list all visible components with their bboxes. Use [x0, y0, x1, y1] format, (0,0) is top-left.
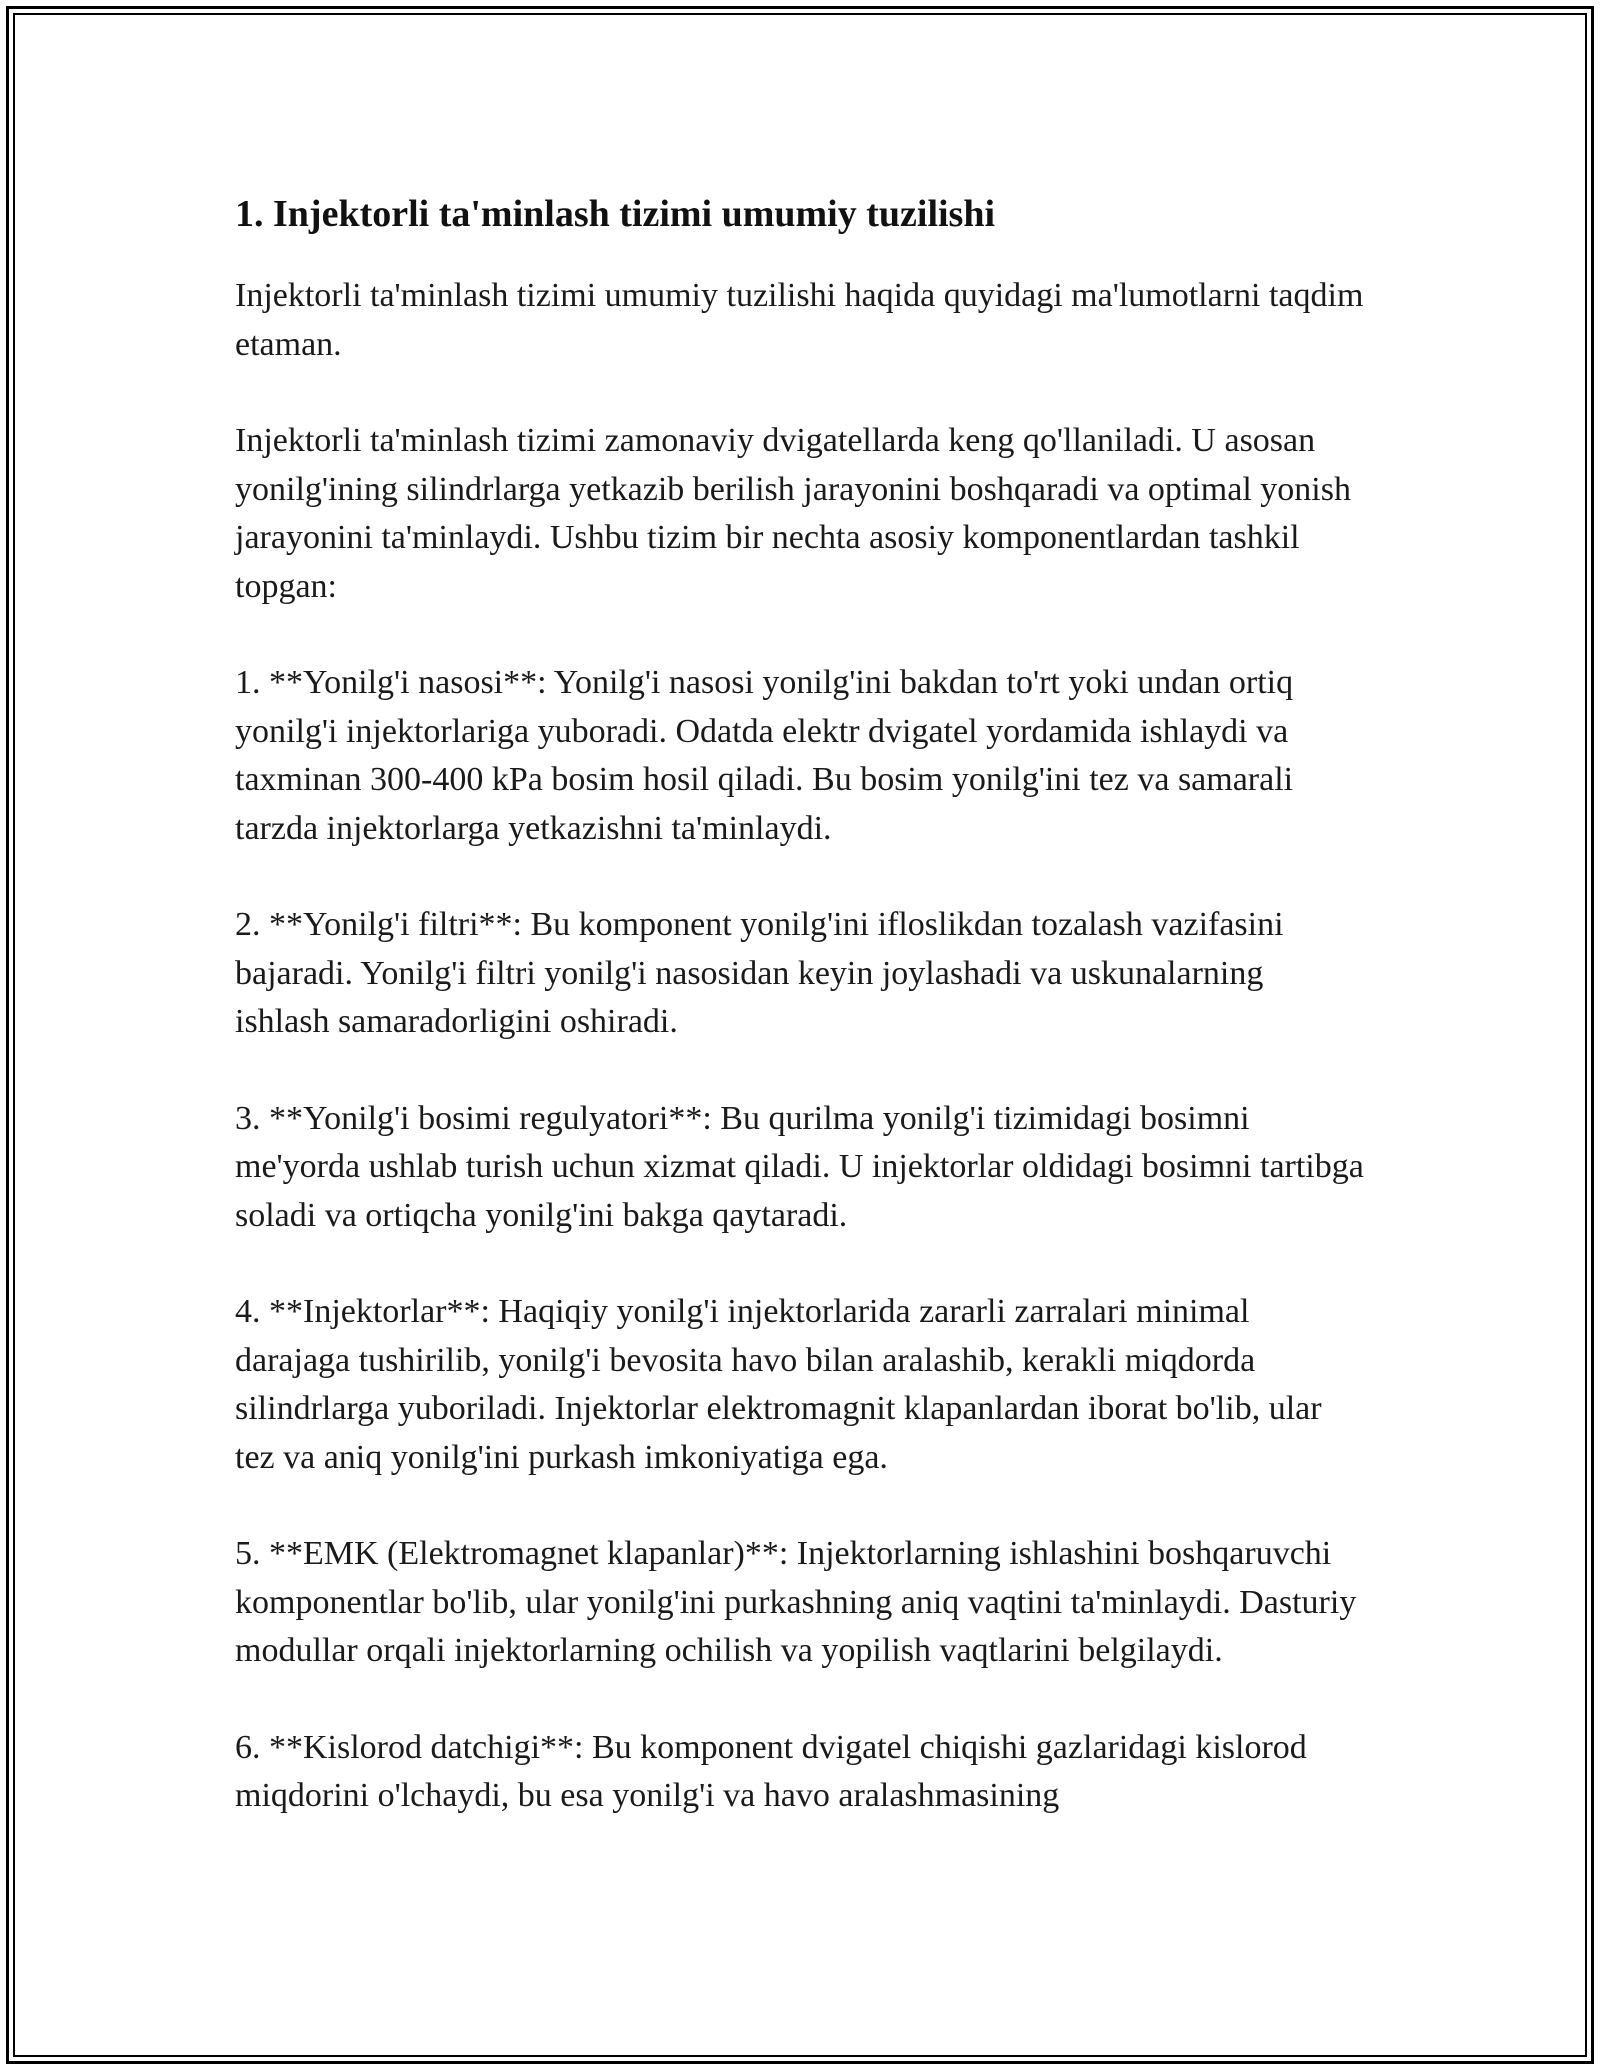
- injectors-paragraph: 4. **Injektorlar**: Haqiqiy yonilg'i injektorlarida zararli zarralari minimal darajaga tushirilib, yonilg'i bevosita havo bilan aralashib, kerakli miqdorda silindrlarga yuboriladi. Injektorlar elektromagnit klapanlardan iborat bo'lib, ular tez va aniq yonilg'ini purkash imkoniyatiga ega.: [235, 1293, 1322, 1476]
- fuel-filter-paragraph: 2. **Yonilg'i filtri**: Bu komponent yonilg'ini ifloslikdan tozalash vazifasini bajaradi. Yonilg'i filtri yonilg'i nasosidan keyin joylashadi va uskunalarning ishlash samaradorligini oshiradi.: [235, 906, 1284, 1040]
- fuel-pump-paragraph: 1. **Yonilg'i nasosi**: Yonilg'i nasosi yonilg'ini bakdan to'rt yoki undan ortiq yonilg'i injektorlariga yuboradi. Odatda elektr dvigatel yordamida ishlaydi va taxminan 300-400 kPa bosim hosil qiladi. Bu bosim yonilg'ini tez va samarali tarzda injektorlarga yetkazishni ta'minlaydi.: [235, 664, 1294, 847]
- document-title: 1. Injektorli ta'minlash tizimi umumiy tuzilishi: [235, 193, 996, 235]
- oxygen-sensor-paragraph: 6. **Kislorod datchigi**: Bu komponent dvigatel chiqishi gazlaridagi kislorod miqdorini o'lchaydi, bu esa yonilg'i va havo aralashmasining: [235, 1728, 1307, 1814]
- document-body: [235, 190, 1365, 1821]
- overview-paragraph: Injektorli ta'minlash tizimi zamonaviy dvigatellarda keng qo'llaniladi. U asosan yonilg'ining silindrlarga yetkazib berilish jarayonini boshqaradi va optimal yonish jarayonini ta'minlaydi. Ushbu tizim bir nechta asosiy komponentlardan tashkil topgan:: [235, 422, 1351, 605]
- intro-paragraph: Injektorli ta'minlash tizimi umumiy tuzilishi haqida quyidagi ma'lumotlarni taqdim etaman.: [235, 277, 1364, 363]
- emk-paragraph: 5. **EMK (Elektromagnet klapanlar)**: Injektorlarning ishlashini boshqaruvchi komponentlar bo'lib, ular yonilg'ini purkashning aniq vaqtini ta'minlaydi. Dasturiy modullar orqali injektorlarning ochilish va yopilish vaqtlarini belgilaydi.: [235, 1535, 1357, 1669]
- pressure-regulator-paragraph: 3. **Yonilg'i bosimi regulyatori**: Bu qurilma yonilg'i tizimidagi bosimni me'yorda ushlab turish uchun xizmat qiladi. U injektorlar oldidagi bosimni tartibga soladi va ortiqcha yonilg'ini bakga qaytaradi.: [235, 1099, 1364, 1234]
